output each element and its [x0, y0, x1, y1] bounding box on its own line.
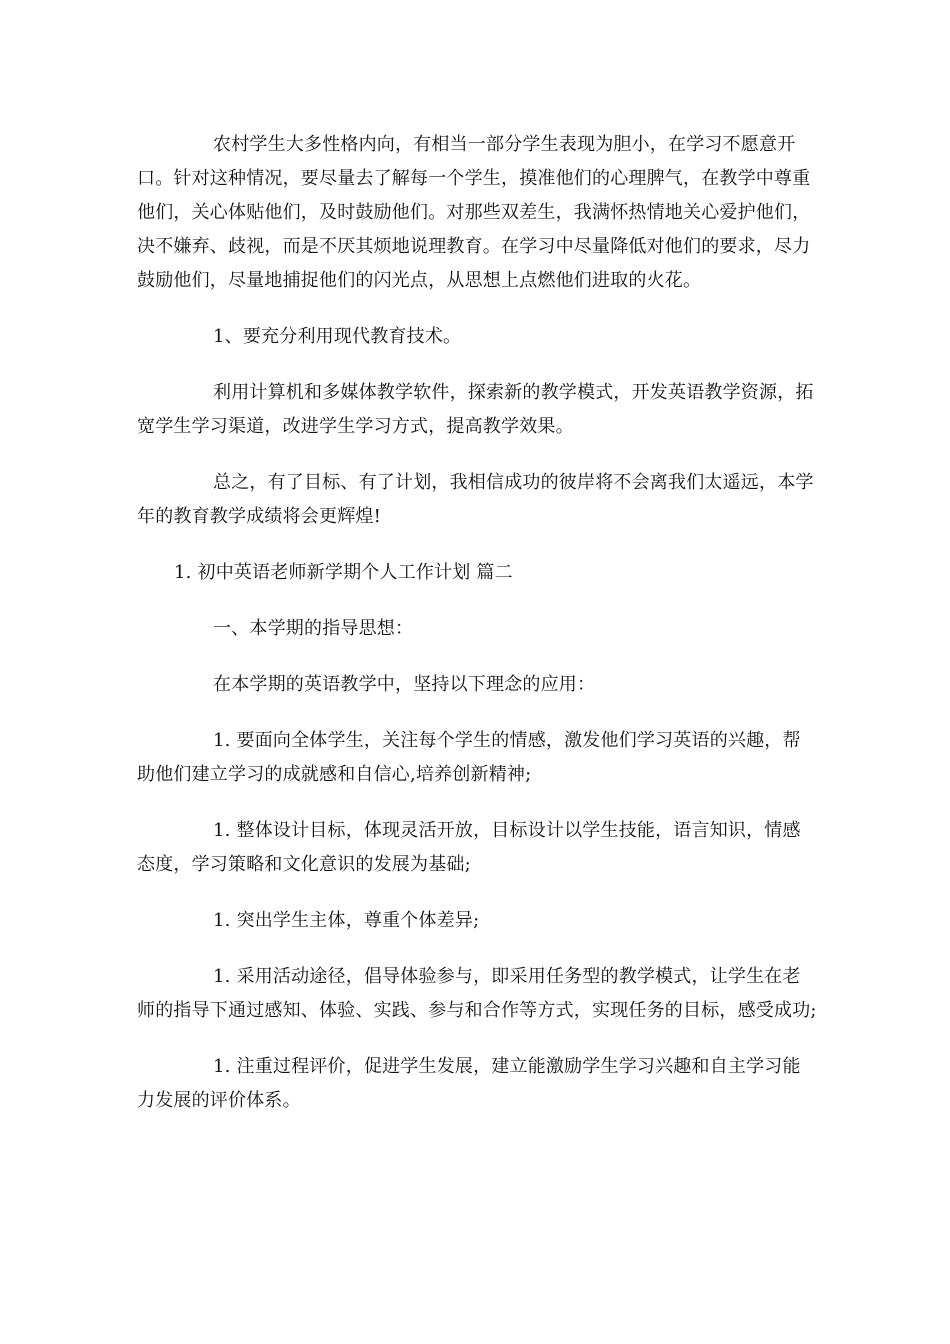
- paragraph-modern-tech-heading: 1、要充分利用现代教育技术。: [213, 326, 462, 347]
- paragraph-rural-students: 农村学生大多性格内向，有相当一部分学生表现为胆小，在学习不愿意开口。针对这种情况，要尽量去了解每一个学生，摸准他们的心理脾气，在教学中尊重他们，关心体贴他们，及时鼓励他们。对那些双差生，我满怀热情地关心爱护他们，决不嫌弃、歧视，而是不厌其烦地说理教育。在学习中尽量降低对他们的要求，尽力鼓励他们，尽量地捕捉他们的闪光点，从思想上点燃他们进取的火花。: [137, 134, 811, 291]
- list-item-overall-design: 1. 整体设计目标，体现灵活开放，目标设计以学生技能，语言知识，情感态度，学习策略和文化意识的发展为基础;: [137, 820, 801, 875]
- list-item-face-all-students: 1. 要面向全体学生，关注每个学生的情感，激发他们学习英语的兴趣，帮助他们建立学习的成就感和自信心,培养创新精神;: [137, 730, 801, 785]
- document-page: [137, 128, 817, 1140]
- list-item-student-subject: 1. 突出学生主体，尊重个体差异;: [213, 910, 480, 931]
- list-item-activity-approach: 1. 采用活动途径，倡导体验参与，即采用任务型的教学模式，让学生在老师的指导下通过感知、体验、实践、参与和合作等方式，实现任务的目标，感受成功;: [137, 966, 817, 1021]
- list-item-process-evaluation: 1. 注重过程评价，促进学生发展，建立能激励学生学习兴趣和自主学习能力发展的评价体系。: [137, 1056, 801, 1111]
- subheading-guiding-ideology: 一、本学期的指导思想：: [213, 618, 414, 639]
- paragraph-conclusion: 总之，有了目标、有了计划，我相信成功的彼岸将不会离我们太遥远，本学年的教育教学成绩将会更辉煌!: [137, 472, 814, 527]
- paragraph-computer-multimedia: 利用计算机和多媒体教学软件，探索新的教学模式，开发英语教学资源，拓宽学生学习渠道，改进学生学习方式，提高教学效果。: [137, 382, 814, 437]
- paragraph-principles-intro: 在本学期的英语教学中，坚持以下理念的应用：: [213, 674, 596, 695]
- section-title-part-two: 1. 初中英语老师新学期个人工作计划 篇二: [174, 562, 513, 583]
